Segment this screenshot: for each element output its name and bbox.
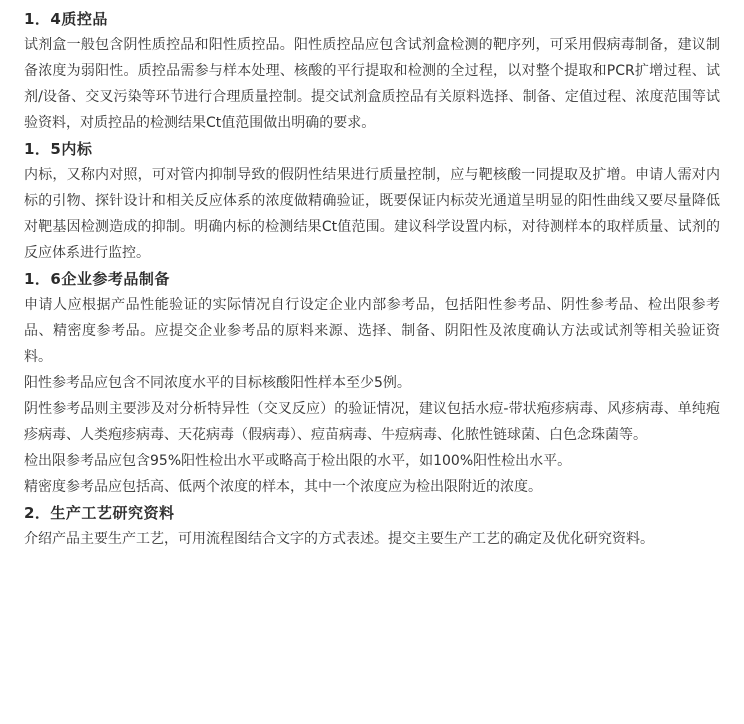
paragraph-internal-standard: 内标，又称内对照，可对管内抑制导致的假阴性结果进行质量控制，应与靶核酸一同提取及扩增。申请人需对内标的引物、探针设计和相关反应体系的浓度做精确验证，既要保证内标荧光通道呈明显的阳性曲线又要尽量降低对靶基因检测造成的抑制。明确内标的检测结果Ct值范围。建议科学设置内标，对待测样本的取样质量、试剂的反应体系进行监控。: [24, 167, 720, 261]
section-heading-enterprise-reference: 1．6企业参考品制备: [24, 270, 170, 288]
paragraph-negative-reference: 阴性参考品则主要涉及对分析特异性（交叉反应）的验证情况，建议包括水痘-带状疱疹病毒、风疹病毒、单纯疱疹病毒、人类疱疹病毒、天花病毒（假病毒）、痘苗病毒、牛痘病毒、化脓性链球菌、白色念珠菌等。: [24, 401, 720, 443]
section-heading-production-process: 2．生产工艺研究资料: [24, 504, 175, 522]
paragraph-detection-limit-reference: 检出限参考品应包含95%阳性检出水平或略高于检出限的水平，如100%阳性检出水平。: [24, 453, 572, 469]
section-heading-quality-control-material: 1．4质控品: [24, 10, 108, 28]
paragraph-enterprise-reference-intro: 申请人应根据产品性能验证的实际情况自行设定企业内部参考品，包括阳性参考品、阴性参考品、检出限参考品、精密度参考品。应提交企业参考品的原料来源、选择、制备、阴阳性及浓度确认方法或试剂等相关验证资料。: [24, 297, 720, 365]
section-heading-internal-standard: 1．5内标: [24, 140, 93, 158]
paragraph-production-process: 介绍产品主要生产工艺，可用流程图结合文字的方式表述。提交主要生产工艺的确定及优化研究资料。: [24, 531, 654, 547]
paragraph-quality-control-material: 试剂盒一般包含阴性质控品和阳性质控品。阳性质控品应包含试剂盒检测的靶序列，可采用假病毒制备，建议制备浓度为弱阳性。质控品需参与样本处理、核酸的平行提取和检测的全过程，以对整个提取和PCR扩增过程、试剂/设备、交叉污染等环节进行合理质量控制。提交试剂盒质控品有关原料选择、制备、定值过程、浓度范围等试验资料，对质控品的检测结果Ct值范围做出明确的要求。: [24, 37, 720, 131]
paragraph-positive-reference: 阳性参考品应包含不同浓度水平的目标核酸阳性样本至少5例。: [24, 375, 411, 391]
paragraph-precision-reference: 精密度参考品应包括高、低两个浓度的样本，其中一个浓度应为检出限附近的浓度。: [24, 479, 542, 495]
